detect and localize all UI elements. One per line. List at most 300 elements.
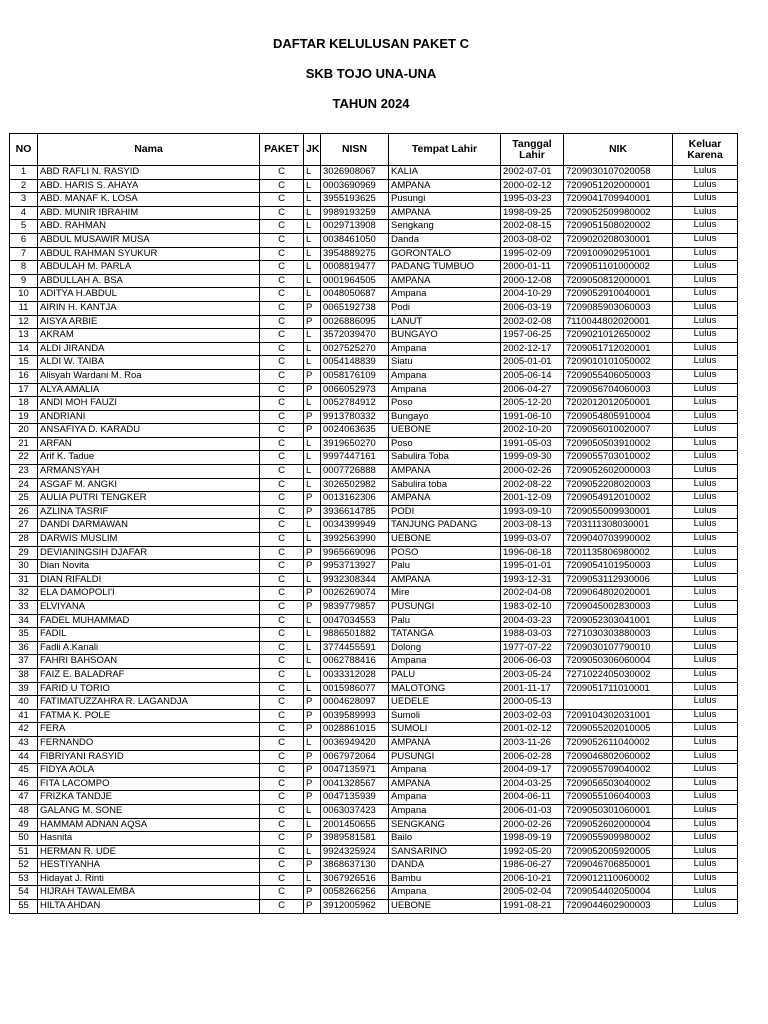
cell-no: 1 xyxy=(10,166,38,180)
cell-tanggal-lahir: 2004-03-23 xyxy=(501,614,564,628)
cell-paket: C xyxy=(260,505,304,519)
cell-keluar-karena: Lulus xyxy=(673,573,738,587)
cell-paket: C xyxy=(260,288,304,302)
cell-keluar-karena: Lulus xyxy=(673,587,738,601)
cell-keluar-karena: Lulus xyxy=(673,356,738,370)
cell-tempat-lahir: GORONTALO xyxy=(389,247,501,261)
cell-nik: 7110044802020001 xyxy=(564,315,673,329)
cell-nik: 7209051202000001 xyxy=(564,179,673,193)
cell-tempat-lahir: UEBONE xyxy=(389,900,501,914)
cell-keluar-karena: Lulus xyxy=(673,886,738,900)
cell-tempat-lahir: AMPANA xyxy=(389,777,501,791)
cell-tempat-lahir: PUSUNGI xyxy=(389,601,501,615)
cell-nik: 7209056503040002 xyxy=(564,777,673,791)
cell-tanggal-lahir: 1995-03-23 xyxy=(501,193,564,207)
cell-jk: L xyxy=(304,206,321,220)
column-header-nisn: NISN xyxy=(321,134,389,166)
cell-keluar-karena: Lulus xyxy=(673,736,738,750)
cell-no: 47 xyxy=(10,791,38,805)
cell-nisn: 0013162306 xyxy=(321,492,389,506)
cell-paket: C xyxy=(260,206,304,220)
cell-nama: Arif K. Tadue xyxy=(38,451,260,465)
cell-tanggal-lahir: 2002-08-15 xyxy=(501,220,564,234)
cell-jk: L xyxy=(304,342,321,356)
cell-tanggal-lahir: 2005-12-20 xyxy=(501,397,564,411)
cell-nisn: 9953713927 xyxy=(321,560,389,574)
cell-keluar-karena: Lulus xyxy=(673,220,738,234)
table-row xyxy=(10,315,738,329)
table-row xyxy=(10,777,738,791)
cell-tempat-lahir: Ampana xyxy=(389,342,501,356)
cell-tempat-lahir: Sabulira Toba xyxy=(389,451,501,465)
cell-jk: L xyxy=(304,465,321,479)
cell-keluar-karena: Lulus xyxy=(673,288,738,302)
cell-tanggal-lahir: 2003-11-26 xyxy=(501,736,564,750)
cell-tempat-lahir: AMPANA xyxy=(389,573,501,587)
cell-paket: C xyxy=(260,451,304,465)
cell-tanggal-lahir: 1992-05-20 xyxy=(501,845,564,859)
cell-nama: ALDI W. TAIBA xyxy=(38,356,260,370)
cell-nik: 7271030303880003 xyxy=(564,628,673,642)
cell-nisn: 3912005962 xyxy=(321,900,389,914)
cell-tempat-lahir: Bailo xyxy=(389,832,501,846)
cell-no: 27 xyxy=(10,519,38,533)
cell-no: 34 xyxy=(10,614,38,628)
cell-tempat-lahir: Palu xyxy=(389,560,501,574)
cell-tanggal-lahir: 2003-05-24 xyxy=(501,668,564,682)
table-row xyxy=(10,832,738,846)
cell-paket: C xyxy=(260,655,304,669)
cell-no: 51 xyxy=(10,845,38,859)
cell-no: 42 xyxy=(10,723,38,737)
cell-nisn: 9989193259 xyxy=(321,206,389,220)
cell-nisn: 0065192738 xyxy=(321,301,389,315)
cell-tempat-lahir: UEDELE xyxy=(389,696,501,710)
cell-jk: L xyxy=(304,451,321,465)
cell-paket: C xyxy=(260,410,304,424)
cell-nama: ABD. MANAF K. LOSA xyxy=(38,193,260,207)
cell-tanggal-lahir: 1996-06-18 xyxy=(501,546,564,560)
cell-nisn: 9932308344 xyxy=(321,573,389,587)
cell-tanggal-lahir: 2002-02-08 xyxy=(501,315,564,329)
cell-paket: C xyxy=(260,492,304,506)
cell-nik: 7209054912010002 xyxy=(564,492,673,506)
cell-tanggal-lahir: 1991-08-21 xyxy=(501,900,564,914)
cell-paket: C xyxy=(260,804,304,818)
cell-tempat-lahir: PADANG TUMBUO xyxy=(389,261,501,275)
cell-paket: C xyxy=(260,587,304,601)
cell-paket: C xyxy=(260,179,304,193)
cell-jk: P xyxy=(304,750,321,764)
cell-nisn: 3572039470 xyxy=(321,329,389,343)
table-row xyxy=(10,736,738,750)
cell-nama: FADIL xyxy=(38,628,260,642)
cell-nik: 7201135806980002 xyxy=(564,546,673,560)
cell-tanggal-lahir: 2002-04-08 xyxy=(501,587,564,601)
table-row xyxy=(10,872,738,886)
cell-nisn: 0041328567 xyxy=(321,777,389,791)
cell-nisn: 3936614785 xyxy=(321,505,389,519)
cell-paket: C xyxy=(260,818,304,832)
cell-no: 21 xyxy=(10,437,38,451)
table-row xyxy=(10,288,738,302)
cell-keluar-karena: Lulus xyxy=(673,682,738,696)
cell-nama: FERNANDO xyxy=(38,736,260,750)
cell-nik: 7209055406050003 xyxy=(564,369,673,383)
cell-tempat-lahir: TANJUNG PADANG xyxy=(389,519,501,533)
cell-tempat-lahir: AMPANA xyxy=(389,492,501,506)
cell-paket: C xyxy=(260,736,304,750)
cell-nama: AISYA ARBIE xyxy=(38,315,260,329)
cell-no: 32 xyxy=(10,587,38,601)
column-header-nik: NIK xyxy=(564,134,673,166)
cell-paket: C xyxy=(260,356,304,370)
cell-jk: P xyxy=(304,369,321,383)
cell-tanggal-lahir: 1995-02-09 xyxy=(501,247,564,261)
table-row xyxy=(10,614,738,628)
cell-jk: L xyxy=(304,329,321,343)
cell-jk: P xyxy=(304,424,321,438)
table-row xyxy=(10,329,738,343)
cell-jk: L xyxy=(304,274,321,288)
cell-no: 39 xyxy=(10,682,38,696)
table-row xyxy=(10,342,738,356)
cell-nama: ABDUL MUSAWIR MUSA xyxy=(38,233,260,247)
cell-nama: Hidayat J. Rinti xyxy=(38,872,260,886)
cell-keluar-karena: Lulus xyxy=(673,397,738,411)
cell-nama: DARWIS MUSLIM xyxy=(38,533,260,547)
table-row xyxy=(10,261,738,275)
cell-paket: C xyxy=(260,220,304,234)
cell-no: 17 xyxy=(10,383,38,397)
cell-nama: AZLINA TASRIF xyxy=(38,505,260,519)
cell-tanggal-lahir: 2006-04-27 xyxy=(501,383,564,397)
table-row xyxy=(10,424,738,438)
cell-tempat-lahir: LANUT xyxy=(389,315,501,329)
cell-jk: P xyxy=(304,301,321,315)
cell-keluar-karena: Lulus xyxy=(673,872,738,886)
table-row xyxy=(10,750,738,764)
table-body xyxy=(10,166,738,914)
cell-nisn: 0047135939 xyxy=(321,791,389,805)
cell-jk: L xyxy=(304,356,321,370)
cell-nisn: 0033312028 xyxy=(321,668,389,682)
cell-nik: 7209046802060002 xyxy=(564,750,673,764)
cell-no: 31 xyxy=(10,573,38,587)
cell-tempat-lahir: AMPANA xyxy=(389,206,501,220)
cell-keluar-karena: Lulus xyxy=(673,492,738,506)
cell-tanggal-lahir: 2001-12-09 xyxy=(501,492,564,506)
cell-tempat-lahir: Poso xyxy=(389,397,501,411)
cell-keluar-karena: Lulus xyxy=(673,845,738,859)
cell-nama: ABDULAH M. PARLA xyxy=(38,261,260,275)
cell-no: 48 xyxy=(10,804,38,818)
cell-keluar-karena: Lulus xyxy=(673,179,738,193)
cell-nama: GALANG M. SONE xyxy=(38,804,260,818)
cell-tempat-lahir: Ampana xyxy=(389,804,501,818)
cell-paket: C xyxy=(260,519,304,533)
cell-paket: C xyxy=(260,437,304,451)
cell-jk: P xyxy=(304,383,321,397)
cell-paket: C xyxy=(260,573,304,587)
cell-tanggal-lahir: 2005-06-14 xyxy=(501,369,564,383)
cell-nik: 7209041709940001 xyxy=(564,193,673,207)
cell-nama: FERA xyxy=(38,723,260,737)
cell-paket: C xyxy=(260,709,304,723)
cell-nama: FIDYA AOLA xyxy=(38,764,260,778)
cell-nisn: 0026269074 xyxy=(321,587,389,601)
table-row xyxy=(10,845,738,859)
cell-tanggal-lahir: 2000-12-08 xyxy=(501,274,564,288)
cell-jk: P xyxy=(304,560,321,574)
cell-nama: FARID U TORIO xyxy=(38,682,260,696)
cell-nisn: 0047135971 xyxy=(321,764,389,778)
cell-nik: 7209055202010005 xyxy=(564,723,673,737)
table-row xyxy=(10,560,738,574)
cell-jk: P xyxy=(304,859,321,873)
cell-no: 43 xyxy=(10,736,38,750)
cell-nik: 7209051508020002 xyxy=(564,220,673,234)
cell-nama: ELVIYANA xyxy=(38,601,260,615)
cell-nama: Fadli A.Kanali xyxy=(38,641,260,655)
cell-nik: 7209010101050002 xyxy=(564,356,673,370)
cell-jk: P xyxy=(304,709,321,723)
cell-paket: C xyxy=(260,465,304,479)
cell-keluar-karena: Lulus xyxy=(673,709,738,723)
cell-tanggal-lahir: 2000-02-26 xyxy=(501,465,564,479)
cell-tanggal-lahir: 2001-02-12 xyxy=(501,723,564,737)
cell-nik: 7209055709040002 xyxy=(564,764,673,778)
cell-tanggal-lahir: 2002-10-20 xyxy=(501,424,564,438)
cell-tempat-lahir: Ampana xyxy=(389,886,501,900)
cell-nisn: 0052784912 xyxy=(321,397,389,411)
cell-tanggal-lahir: 2004-06-11 xyxy=(501,791,564,805)
cell-no: 10 xyxy=(10,288,38,302)
cell-paket: C xyxy=(260,533,304,547)
cell-nik: 7209052602000003 xyxy=(564,465,673,479)
cell-no: 22 xyxy=(10,451,38,465)
cell-tanggal-lahir: 2005-02-04 xyxy=(501,886,564,900)
cell-no: 23 xyxy=(10,465,38,479)
cell-paket: C xyxy=(260,859,304,873)
cell-keluar-karena: Lulus xyxy=(673,655,738,669)
cell-keluar-karena: Lulus xyxy=(673,696,738,710)
cell-jk: L xyxy=(304,872,321,886)
cell-keluar-karena: Lulus xyxy=(673,315,738,329)
cell-nama: ABD. MUNIR IBRAHIM xyxy=(38,206,260,220)
cell-nisn: 9839779857 xyxy=(321,601,389,615)
cell-jk: P xyxy=(304,791,321,805)
cell-nisn: 3919650270 xyxy=(321,437,389,451)
cell-nik: 7209040703990002 xyxy=(564,533,673,547)
cell-nik: 7209020208030001 xyxy=(564,233,673,247)
cell-paket: C xyxy=(260,750,304,764)
cell-keluar-karena: Lulus xyxy=(673,206,738,220)
cell-nik: 7209056010020007 xyxy=(564,424,673,438)
cell-nisn: 3774455591 xyxy=(321,641,389,655)
cell-nisn: 0024063635 xyxy=(321,424,389,438)
table-row xyxy=(10,709,738,723)
cell-nisn: 0034399949 xyxy=(321,519,389,533)
cell-tempat-lahir: Sabulira toba xyxy=(389,478,501,492)
cell-nisn: 3026908067 xyxy=(321,166,389,180)
cell-tempat-lahir: Bambu xyxy=(389,872,501,886)
table-row xyxy=(10,804,738,818)
cell-keluar-karena: Lulus xyxy=(673,832,738,846)
cell-nama: ABD. HARIS S. AHAYA xyxy=(38,179,260,193)
cell-no: 2 xyxy=(10,179,38,193)
cell-tempat-lahir: UEBONE xyxy=(389,533,501,547)
cell-paket: C xyxy=(260,872,304,886)
cell-nik: 7209054101950003 xyxy=(564,560,673,574)
cell-paket: C xyxy=(260,560,304,574)
cell-tanggal-lahir: 2002-07-01 xyxy=(501,166,564,180)
cell-nik: 7209050301060001 xyxy=(564,804,673,818)
cell-paket: C xyxy=(260,641,304,655)
cell-tempat-lahir: AMPANA xyxy=(389,736,501,750)
cell-nama: DANDI DARMAWAN xyxy=(38,519,260,533)
cell-no: 3 xyxy=(10,193,38,207)
column-header-tanggal-lahir: Tanggal Lahir xyxy=(501,134,564,166)
cell-tanggal-lahir: 1999-03-07 xyxy=(501,533,564,547)
cell-jk: P xyxy=(304,492,321,506)
table-row xyxy=(10,791,738,805)
cell-tanggal-lahir: 2006-06-03 xyxy=(501,655,564,669)
cell-jk: L xyxy=(304,614,321,628)
cell-jk: L xyxy=(304,233,321,247)
cell-jk: L xyxy=(304,845,321,859)
cell-keluar-karena: Lulus xyxy=(673,233,738,247)
cell-keluar-karena: Lulus xyxy=(673,723,738,737)
column-header-tempat-lahir: Tempat Lahir xyxy=(389,134,501,166)
cell-nik: 7209050503910002 xyxy=(564,437,673,451)
cell-keluar-karena: Lulus xyxy=(673,764,738,778)
cell-nik: 7209055703010002 xyxy=(564,451,673,465)
cell-nama: AULIA PUTRI TENGKER xyxy=(38,492,260,506)
document-year: TAHUN 2024 xyxy=(332,96,410,111)
cell-nama: FIBRIYANI RASYID xyxy=(38,750,260,764)
cell-no: 8 xyxy=(10,261,38,275)
table-row xyxy=(10,505,738,519)
cell-paket: C xyxy=(260,166,304,180)
cell-nama: Dian Novita xyxy=(38,560,260,574)
cell-tanggal-lahir: 2004-10-29 xyxy=(501,288,564,302)
cell-nik: 7209052602000004 xyxy=(564,818,673,832)
cell-keluar-karena: Lulus xyxy=(673,383,738,397)
cell-paket: C xyxy=(260,791,304,805)
cell-jk: P xyxy=(304,764,321,778)
table-row xyxy=(10,397,738,411)
cell-nik: 7203111308030001 xyxy=(564,519,673,533)
cell-tanggal-lahir: 1986-06-27 xyxy=(501,859,564,873)
cell-keluar-karena: Lulus xyxy=(673,274,738,288)
cell-no: 9 xyxy=(10,274,38,288)
cell-nisn: 9924325924 xyxy=(321,845,389,859)
cell-nisn: 9965669096 xyxy=(321,546,389,560)
cell-paket: C xyxy=(260,261,304,275)
cell-nama: ADITYA H.ABDUL xyxy=(38,288,260,302)
column-header-no: NO xyxy=(10,134,38,166)
cell-jk: P xyxy=(304,900,321,914)
cell-tanggal-lahir: 2006-03-19 xyxy=(501,301,564,315)
graduation-table xyxy=(9,133,738,914)
cell-nisn: 0008819477 xyxy=(321,261,389,275)
cell-jk: L xyxy=(304,804,321,818)
cell-jk: L xyxy=(304,288,321,302)
cell-jk: P xyxy=(304,410,321,424)
cell-nisn: 0066052973 xyxy=(321,383,389,397)
table-row xyxy=(10,233,738,247)
cell-paket: C xyxy=(260,886,304,900)
cell-tanggal-lahir: 2003-08-13 xyxy=(501,519,564,533)
cell-jk: L xyxy=(304,179,321,193)
cell-tanggal-lahir: 2002-08-22 xyxy=(501,478,564,492)
table-row xyxy=(10,465,738,479)
cell-keluar-karena: Lulus xyxy=(673,859,738,873)
cell-tempat-lahir: Dolong xyxy=(389,641,501,655)
document-header xyxy=(0,36,742,126)
cell-jk: L xyxy=(304,220,321,234)
table-row xyxy=(10,818,738,832)
cell-no: 16 xyxy=(10,369,38,383)
cell-jk: L xyxy=(304,682,321,696)
cell-nik: 7209052509980002 xyxy=(564,206,673,220)
table-row xyxy=(10,369,738,383)
cell-jk: L xyxy=(304,478,321,492)
cell-no: 15 xyxy=(10,356,38,370)
cell-keluar-karena: Lulus xyxy=(673,791,738,805)
cell-tempat-lahir: AMPANA xyxy=(389,179,501,193)
cell-tempat-lahir: Ampana xyxy=(389,791,501,805)
table-header-row xyxy=(10,134,738,166)
cell-nisn: 2001450655 xyxy=(321,818,389,832)
cell-no: 30 xyxy=(10,560,38,574)
cell-paket: C xyxy=(260,233,304,247)
cell-keluar-karena: Lulus xyxy=(673,342,738,356)
cell-keluar-karena: Lulus xyxy=(673,804,738,818)
cell-tanggal-lahir: 2000-01-11 xyxy=(501,261,564,275)
cell-keluar-karena: Lulus xyxy=(673,465,738,479)
cell-jk: P xyxy=(304,832,321,846)
cell-tempat-lahir: Mire xyxy=(389,587,501,601)
cell-paket: C xyxy=(260,478,304,492)
cell-nama: ANSAFIYA D. KARADU xyxy=(38,424,260,438)
cell-nik: 7209051712020001 xyxy=(564,342,673,356)
cell-no: 52 xyxy=(10,859,38,873)
cell-keluar-karena: Lulus xyxy=(673,818,738,832)
table-row xyxy=(10,274,738,288)
column-header-jk: JK xyxy=(304,134,321,166)
cell-paket: C xyxy=(260,247,304,261)
cell-tanggal-lahir: 1993-09-10 xyxy=(501,505,564,519)
cell-jk: L xyxy=(304,397,321,411)
cell-jk: L xyxy=(304,818,321,832)
cell-nik: 7209030107790010 xyxy=(564,641,673,655)
cell-no: 35 xyxy=(10,628,38,642)
table-row xyxy=(10,383,738,397)
cell-tempat-lahir: Ampana xyxy=(389,369,501,383)
cell-tanggal-lahir: 1998-09-25 xyxy=(501,206,564,220)
cell-keluar-karena: Lulus xyxy=(673,478,738,492)
institution-name: SKB TOJO UNA-UNA xyxy=(305,66,437,81)
cell-nisn: 0067972064 xyxy=(321,750,389,764)
cell-nama: ALYA AMALIA xyxy=(38,383,260,397)
cell-no: 18 xyxy=(10,397,38,411)
cell-no: 11 xyxy=(10,301,38,315)
cell-nik: 7209055909980002 xyxy=(564,832,673,846)
cell-nama: HERMAN R. UDE xyxy=(38,845,260,859)
cell-tanggal-lahir: 1977-07-22 xyxy=(501,641,564,655)
